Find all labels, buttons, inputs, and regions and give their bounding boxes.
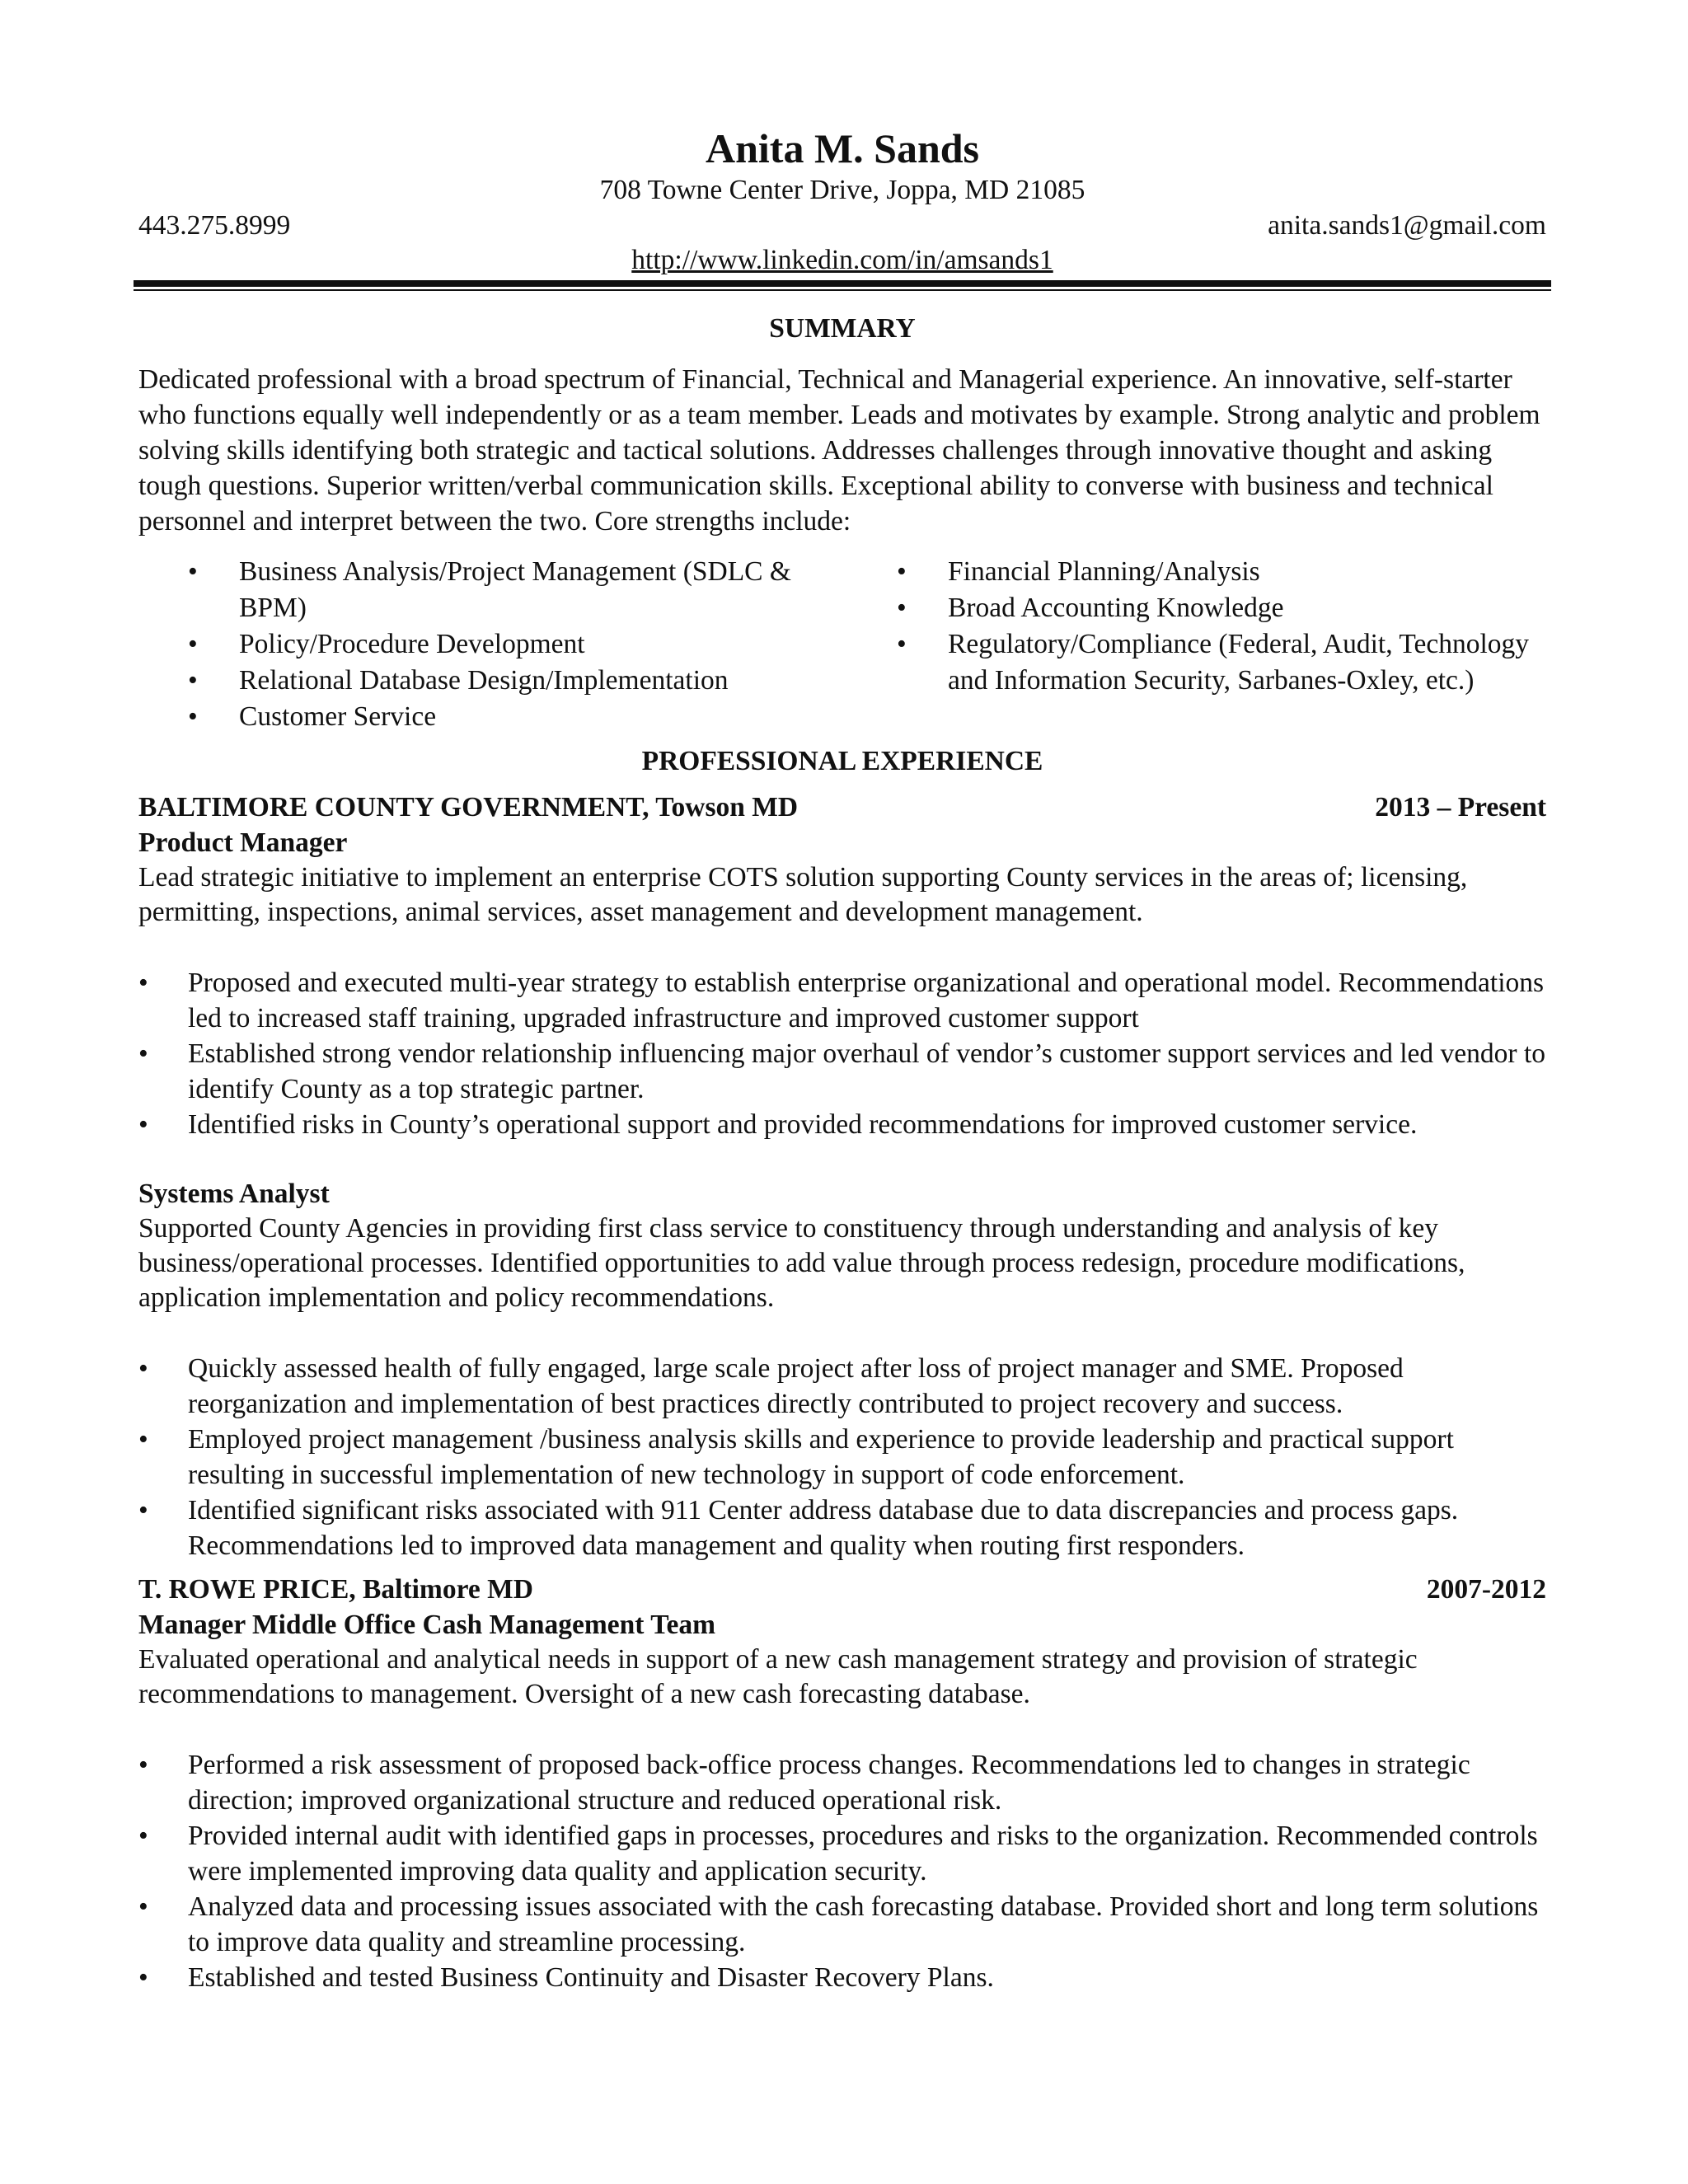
core-strengths	[138, 554, 1546, 733]
summary-heading: SUMMARY	[769, 313, 916, 344]
strength-item: • Customer Service	[188, 699, 814, 735]
bullet-icon: •	[138, 1424, 148, 1455]
bullet-icon: •	[138, 1038, 148, 1069]
bullet-icon: •	[897, 629, 907, 659]
role-title: Systems Analyst	[138, 1179, 330, 1209]
bullet-icon: •	[897, 556, 907, 587]
employer-name: T. ROWE PRICE, Baltimore MD	[138, 1574, 533, 1605]
strength-item: • Relational Database Design/Implementation	[188, 663, 814, 699]
strength-item: • Business Analysis/Project Management (SDLC & BPM)	[188, 554, 814, 626]
header-divider-thin	[134, 289, 1551, 291]
contact-row	[138, 208, 1546, 244]
duty-item: • Proposed and executed multi-year strategy to establish enterprise organizational and operational model. Recommendations led to increased staff training, upgraded infrastructure and improved customer support	[138, 965, 1546, 1036]
bullet-icon: •	[138, 1109, 148, 1140]
duties-list	[138, 1747, 1546, 1995]
linkedin-link[interactable]: http://www.linkedin.com/in/amsands1	[631, 245, 1053, 275]
duties-list	[138, 1351, 1546, 1563]
experience-heading: PROFESSIONAL EXPERIENCE	[641, 746, 1043, 776]
strengths-list-left	[188, 554, 814, 735]
strength-item: • Regulatory/Compliance (Federal, Audit, Technology and Information Security, Sarbanes-Oxley, etc.)	[897, 626, 1540, 699]
role-title: Manager Middle Office Cash Management Team	[138, 1610, 716, 1640]
bullet-icon: •	[188, 556, 198, 587]
strength-item: • Financial Planning/Analysis	[897, 554, 1540, 590]
duty-item: • Performed a risk assessment of proposed back-office process changes. Recommendations led to changes in strategic direction; improved organizational structure and reduced operational risk.	[138, 1747, 1546, 1818]
linkedin-row	[138, 244, 1546, 277]
duty-item: • Established strong vendor relationship influencing major overhaul of vendor’s customer support services and led vendor to identify County as a top strategic partner.	[138, 1036, 1546, 1107]
bullet-icon: •	[138, 1891, 148, 1922]
email-address[interactable]: anita.sands1@gmail.com	[1268, 210, 1546, 241]
summary-paragraph: Dedicated professional with a broad spectrum of Financial, Technical and Managerial experience. An innovative, self-starter who functions equally well independently or as a team member. Leads and motivates by example. Strong analytic and problem solving skills identifying both strategic and tactical solutions. Addresses challenges through innovative thought and asking tough questions. Superior written/verbal communication skills. Exceptional ability to converse with business and technical personnel and interpret between the two. Core strengths include:	[138, 364, 1540, 537]
address-line: 708 Towne Center Drive, Joppa, MD 21085	[599, 175, 1085, 205]
bullet-icon: •	[138, 1750, 148, 1780]
bullet-icon: •	[188, 701, 198, 732]
bullet-icon: •	[188, 665, 198, 696]
employment-dates: 2007-2012	[1426, 1574, 1546, 1605]
bullet-icon: •	[897, 593, 907, 623]
phone-number: 443.275.8999	[138, 210, 291, 241]
bullet-icon: •	[138, 968, 148, 998]
resume-page	[138, 124, 1546, 1995]
bullet-icon: •	[138, 1962, 148, 1993]
duty-item: • Employed project management /business analysis skills and experience to provide leadership and practical support resulting in successful implementation of new technology in support of code enforcement.	[138, 1422, 1546, 1493]
bullet-icon: •	[138, 1821, 148, 1851]
employment-dates: 2013 – Present	[1375, 792, 1546, 823]
role-description: Supported County Agencies in providing first class service to constituency through understanding and analysis of key business/operational processes. Identified opportunities to add value through process redesign, procedure modifications, application implementation and policy recommendations.	[138, 1213, 1465, 1313]
candidate-name: Anita M. Sands	[705, 125, 980, 171]
bullet-icon: •	[138, 1353, 148, 1384]
duties-list	[138, 965, 1546, 1142]
role-description: Evaluated operational and analytical needs in support of a new cash management strategy and provision of strategic recommendations to management. Oversight of a new cash forecasting database.	[138, 1644, 1418, 1709]
strengths-list-right	[897, 554, 1540, 699]
duty-item: • Provided internal audit with identified gaps in processes, procedures and risks to the organization. Recommended controls were implemented improving data quality and application security.	[138, 1818, 1546, 1889]
job-header	[138, 790, 1546, 826]
duty-item: • Identified risks in County’s operational support and provided recommendations for improved customer service.	[138, 1107, 1546, 1142]
header-divider-thick	[134, 280, 1551, 287]
duty-item: • Identified significant risks associated with 911 Center address database due to data discrepancies and process gaps. Recommendations led to improved data management and quality when routing first responders.	[138, 1493, 1546, 1563]
employer-name: BALTIMORE COUNTY GOVERNMENT, Towson MD	[138, 792, 799, 823]
strength-item: • Broad Accounting Knowledge	[897, 590, 1540, 626]
duty-item: • Established and tested Business Continuity and Disaster Recovery Plans.	[138, 1960, 1546, 1995]
bullet-icon: •	[188, 629, 198, 659]
job-header	[138, 1572, 1546, 1608]
role-title: Product Manager	[138, 827, 348, 858]
role-description: Lead strategic initiative to implement an enterprise COTS solution supporting County services in the areas of; licensing, permitting, inspections, animal services, asset management and development management.	[138, 862, 1468, 927]
duty-item: • Quickly assessed health of fully engaged, large scale project after loss of project manager and SME. Proposed reorganization and implementation of best practices directly contributed to project recovery and success.	[138, 1351, 1546, 1422]
strength-item: • Policy/Procedure Development	[188, 626, 814, 663]
duty-item: • Analyzed data and processing issues associated with the cash forecasting database. Provided short and long term solutions to improve data quality and streamline processing.	[138, 1889, 1546, 1960]
bullet-icon: •	[138, 1495, 148, 1526]
